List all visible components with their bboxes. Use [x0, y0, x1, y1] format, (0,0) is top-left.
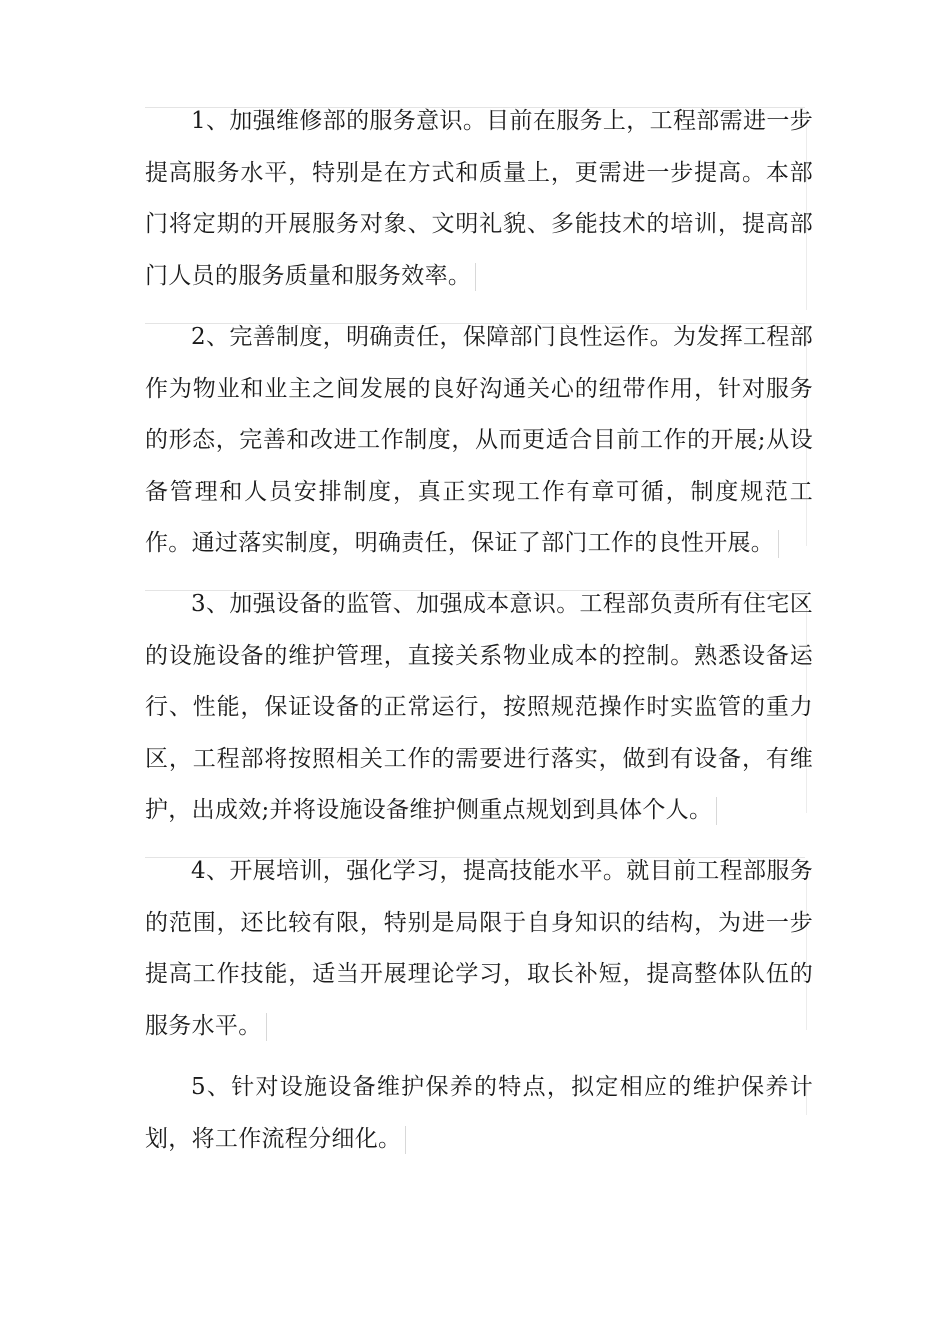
paragraph-3 — [145, 579, 813, 837]
paragraph-5 — [145, 1062, 813, 1165]
paragraph-text: 5、针对设施设备维护保养的特点，拟定相应的维护保养计划，将工作流程分细化。 — [145, 1074, 813, 1152]
line-end-mark — [475, 263, 476, 291]
paragraph-text: 3、加强设备的监管、加强成本意识。工程部负责所有住宅区的设施设备的维护管理，直接关系物业成本的控制。熟悉设备运行、性能，保证设备的正常运行，按照规范操作时实监管的重力区，工程部将按照相关工作的需要进行落实，做到有设备，有维护，出成效;并将设施设备维护侧重点规划到具体个人。 — [145, 591, 813, 823]
paragraph-4 — [145, 846, 813, 1052]
line-end-mark — [716, 797, 717, 825]
paragraph-text: 4、开展培训，强化学习，提高技能水平。就目前工程部服务的范围，还比较有限，特别是局限于自身知识的结构，为进一步提高工作技能，适当开展理论学习，取长补短，提高整体队伍的服务水平。 — [145, 858, 813, 1039]
paragraph-text: 2、完善制度，明确责任，保障部门良性运作。为发挥工程部作为物业和业主之间发展的良好沟通关心的纽带作用，针对服务的形态，完善和改进工作制度，从而更适合目前工作的开展;从设备管理和人员安排制度，真正实现工作有章可循，制度规范工作。通过落实制度，明确责任，保证了部门工作的良性开展。 — [145, 324, 813, 556]
paragraph-1 — [145, 96, 813, 302]
paragraph-2 — [145, 312, 813, 570]
line-end-mark — [778, 530, 779, 558]
paragraph-text: 1、加强维修部的服务意识。目前在服务上，工程部需进一步提高服务水平，特别是在方式和质量上，更需进一步提高。本部门将定期的开展服务对象、文明礼貌、多能技术的培训，提高部门人员的服务质量和服务效率。 — [145, 108, 813, 289]
line-end-mark — [266, 1013, 267, 1041]
line-end-mark — [405, 1126, 406, 1154]
